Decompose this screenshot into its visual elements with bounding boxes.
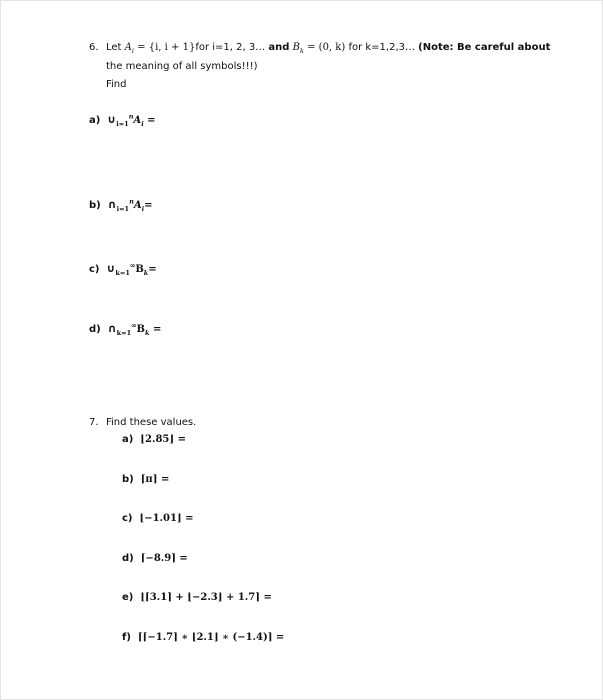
problem-7-title: Find these values. bbox=[106, 417, 197, 428]
problem-6-line1: Let $A_i = \{i$, i + 1}for i=1, 2, 3… and $B_k = (0$, k) for k=1,2,3… (Note: Be careful about bbox=[106, 42, 551, 55]
problem-6b: b) $\cap_{i=1}^nA_i=$ bbox=[89, 197, 153, 213]
problem-6-find: Find bbox=[106, 79, 127, 90]
problem-7d: d) ⌈−8.9⌉ = bbox=[122, 553, 188, 564]
problem-6c: c) $\cup_{k=1}^\infty B_k=$ bbox=[89, 261, 157, 277]
problem-7f: f) ⌈⌈−1.7⌉ ∗ ⌊2.1⌋ ∗ (−1.4)⌉ = bbox=[122, 632, 285, 643]
problem-7c: c) ⌊−1.01⌋ = bbox=[122, 513, 194, 524]
problem-7a: a) ⌊2.85⌋ = bbox=[122, 434, 186, 445]
problem-6-line2: the meaning of all symbols!!!) bbox=[106, 61, 258, 72]
problem-6-number: 6. bbox=[89, 42, 99, 53]
problem-6a: a) $\cup_{i=1}^nA_i$ = bbox=[89, 112, 156, 128]
problem-7b: b) ⌈π⌉ = bbox=[122, 474, 170, 485]
problem-7e: e) ⌊⌈3.1⌉ + ⌊−2.3⌋ + 1.7⌉ = bbox=[122, 592, 272, 603]
problem-7-number: 7. bbox=[89, 417, 99, 428]
problem-6d: d) $\cap_{k=1}^\infty B_k$ = bbox=[89, 321, 162, 337]
